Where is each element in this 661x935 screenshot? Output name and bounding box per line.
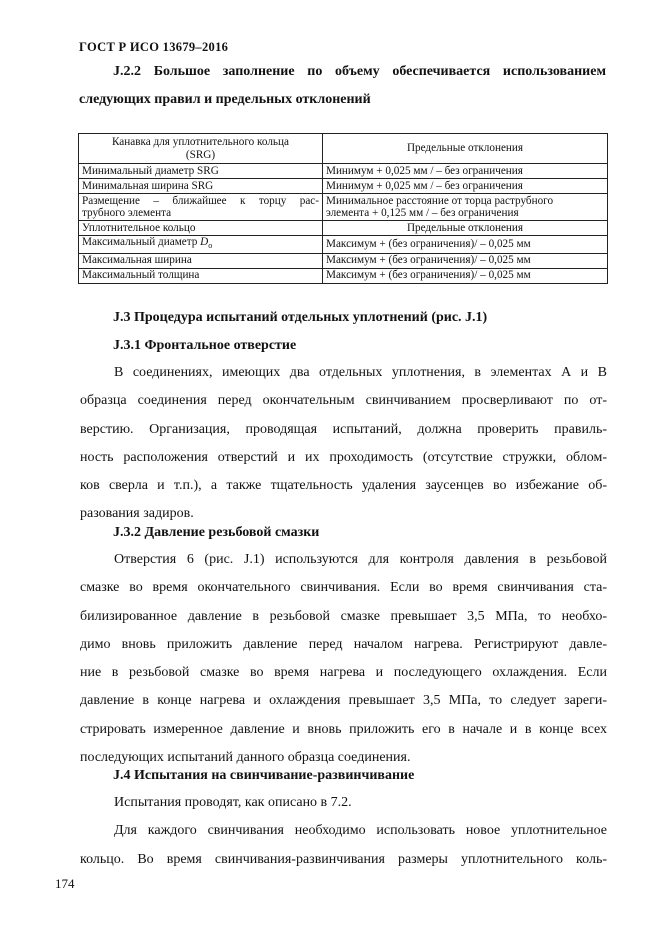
table-cell-line: трубного элемента <box>82 207 172 219</box>
table-cell <box>79 236 323 254</box>
table-row <box>79 164 608 179</box>
section-j4-title: J.4 Испытания на свинчивание-развинчивание <box>113 768 415 783</box>
table-row <box>79 253 608 268</box>
section-j31-paragraph <box>80 359 607 529</box>
section-j22-title <box>79 58 606 114</box>
section-j32-title: J.3.2 Давление резьбовой смазки <box>113 525 320 540</box>
table-cell: Максимум + (без ограничения)/ – 0,025 мм <box>323 236 608 254</box>
table-row <box>79 179 608 194</box>
table-row <box>79 268 608 283</box>
section-j32-paragraph <box>80 546 607 772</box>
paragraph-line: Для каждого свинчивания необходимо использовать новое уплотнительное <box>114 823 607 839</box>
paragraph-line: В соединениях, имеющих два отдельных уплотнения, в элементах А и В <box>114 365 607 380</box>
table-row <box>79 194 608 221</box>
table-cell: Предельные отклонения <box>323 221 608 236</box>
table-header-col1-line1: Канавка для уплотнительного кольца <box>111 136 289 148</box>
table-cell: Максимум + (без ограничения)/ – 0,025 мм <box>323 253 608 268</box>
table-cell: Максимальный толщина <box>79 268 323 283</box>
document-header: ГОСТ Р ИСО 13679–2016 <box>79 40 229 54</box>
table-cell: Минимальная ширина SRG <box>79 179 323 194</box>
table-row <box>79 236 608 254</box>
paragraph-line: Отверстия 6 (рис. J.1) используются для контроля давления в резьбовой <box>114 552 607 567</box>
table-cell: Максимум + (без ограничения)/ – 0,025 мм <box>323 268 608 283</box>
section-j22-title-line2: следующих правил и предельных отклонений <box>79 92 371 107</box>
paragraph-line: образца соединения перед окончательным свинчиванием просверливают по от- <box>80 393 607 409</box>
table-header-col1-line2: (SRG) <box>185 148 216 161</box>
table-cell-line: Размещение – ближайшее к торцу рас- <box>82 194 319 207</box>
table-cell-line: Минимальное расстояние от торца раструбного <box>326 194 554 207</box>
table-cell <box>79 194 323 221</box>
paragraph-line: кольцо. Во время свинчивания-развинчивания размеры уплотнительного коль- <box>80 851 607 867</box>
paragraph-line: димо вновь приложить давление перед началом нагрева. Регистрируют давле- <box>80 636 607 652</box>
table-cell: Минимальный диаметр SRG <box>79 164 323 179</box>
paragraph-line: верстию. Организация, проводящая испытаний, должна проверить правиль- <box>80 421 607 437</box>
diameter-subscript: o <box>208 241 213 251</box>
paragraph-line: ков сверла и т.п.), а также тщательность удаления заусенцев во избежание об- <box>80 478 607 494</box>
paragraph-line: стрировать измеренное давление и вновь приложить его в начале и в конце всех <box>80 721 607 737</box>
paragraph-line: ность расположения отверстий и их проходимость (отсутствие стружки, облом- <box>80 449 607 465</box>
section-j22-title-line1: J.2.2 Большое заполнение по объему обеспечивается использованием <box>113 64 606 79</box>
paragraph-line: последующих испытаний данного образца соединения. <box>80 750 411 766</box>
page-number: 174 <box>55 876 75 891</box>
table-header-row <box>79 134 608 164</box>
tolerance-table <box>78 133 608 284</box>
paragraph-line: давление в конце нагрева и охлаждения превышает 3,5 МПа, то следует зареги- <box>80 693 607 709</box>
table-cell: Минимум + 0,025 мм / – без ограничения <box>323 164 608 179</box>
table-cell: Максимальная ширина <box>79 253 323 268</box>
paragraph-line: смазке во время окончательного свинчивания. Если во время свинчивания ста- <box>80 580 607 596</box>
section-j31-title: J.3.1 Фронтальное отверстие <box>113 338 297 353</box>
section-j3-title: J.3 Процедура испытаний отдельных уплотнений (рис. J.1) <box>113 310 488 325</box>
table-cell: Уплотнительное кольцо <box>79 221 323 236</box>
table-cell-text: Максимальный диаметр <box>82 236 201 248</box>
table-cell: Минимум + 0,025 мм / – без ограничения <box>323 179 608 194</box>
paragraph-line: билизированное давление в резьбовой смазке превышает 3,5 МПа, то необхо- <box>80 608 607 624</box>
table-cell <box>323 194 608 221</box>
section-j4-paragraph <box>80 789 607 874</box>
paragraph-line: ние в резьбовой смазке во время нагрева и последующего охлаждения. Если <box>80 665 607 681</box>
diameter-symbol: D <box>200 236 209 248</box>
paragraph-line: Испытания проводят, как описано в 7.2. <box>114 795 352 810</box>
paragraph-line: разования задиров. <box>80 506 194 522</box>
table-header-col2: Предельные отклонения <box>323 134 608 164</box>
table-header-col1 <box>79 134 323 164</box>
table-cell-line: элемента + 0,125 мм / – без ограничения <box>326 207 519 219</box>
table-subheader-row <box>79 221 608 236</box>
